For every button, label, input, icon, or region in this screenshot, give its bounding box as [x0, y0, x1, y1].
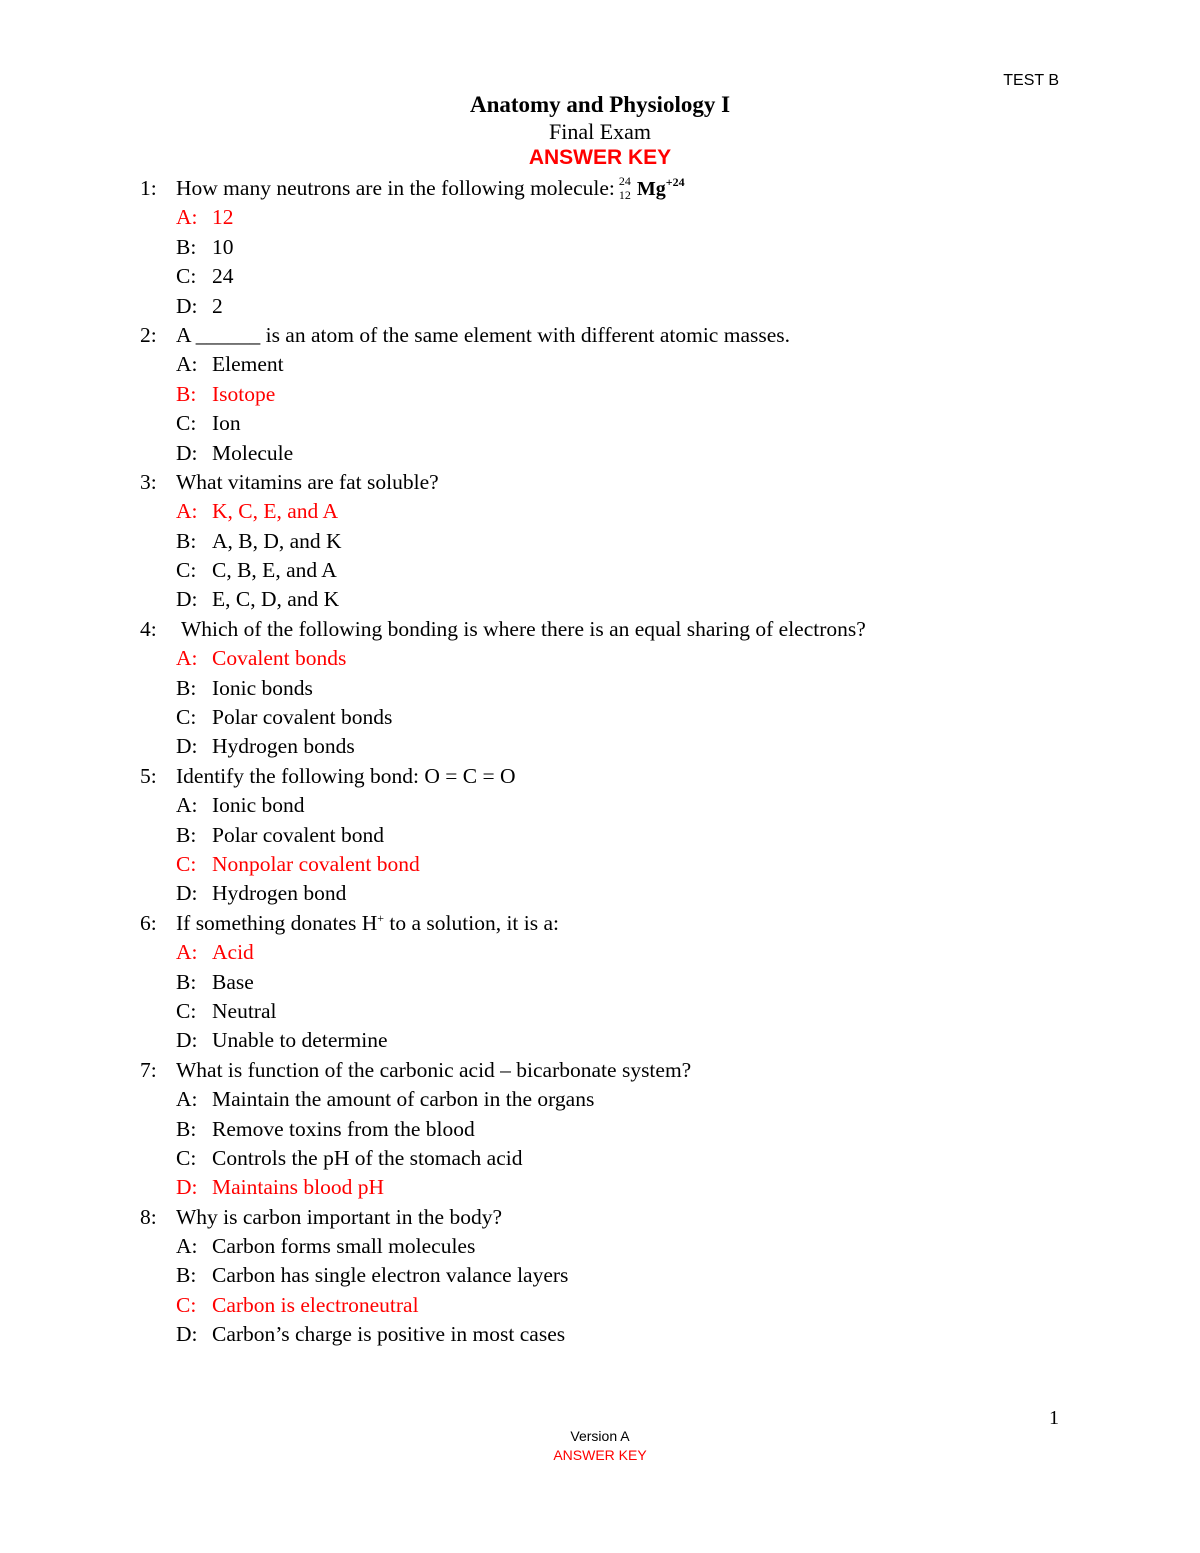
answer-choice	[140, 791, 1080, 820]
answer-choice	[140, 644, 1080, 673]
answer-choice	[140, 203, 1080, 232]
choice-item	[176, 233, 234, 262]
choice-label: B:	[176, 1263, 197, 1288]
correct-answer	[176, 1173, 384, 1202]
choice-item	[176, 821, 384, 850]
choice-label: D:	[176, 1322, 198, 1347]
question-line	[140, 174, 1080, 203]
choice-text: Remove toxins from the blood	[212, 1116, 475, 1141]
question-text	[176, 1203, 502, 1232]
choice-label: B:	[176, 675, 197, 700]
answer-choice	[140, 997, 1080, 1026]
answer-choice	[140, 439, 1080, 468]
choice-label: B:	[176, 822, 197, 847]
choice-label: B:	[176, 234, 197, 259]
correct-answer	[176, 1291, 419, 1320]
answer-choice	[140, 1291, 1080, 1320]
page-subtitle: Final Exam	[548, 119, 652, 144]
question-list	[140, 174, 1080, 1350]
answer-choice	[140, 1261, 1080, 1290]
answer-choice	[140, 233, 1080, 262]
answer-choice	[140, 350, 1080, 379]
choice-label: A:	[176, 352, 198, 377]
page-title: Anatomy and Physiology I	[469, 92, 731, 117]
choice-label: C:	[176, 264, 197, 289]
question-text-end: to a solution, it is a:	[384, 910, 559, 935]
choice-text: Nonpolar covalent bond	[212, 851, 420, 876]
question-number: 6:	[140, 910, 157, 935]
correct-answer	[176, 850, 420, 879]
choice-text: 12	[212, 205, 234, 230]
answer-choice	[140, 938, 1080, 967]
choice-item	[176, 350, 284, 379]
choice-item	[176, 1085, 594, 1114]
choice-label: C:	[176, 411, 197, 436]
correct-answer	[176, 497, 338, 526]
answer-choice	[140, 527, 1080, 556]
answer-choice	[140, 556, 1080, 585]
choice-label: C:	[176, 705, 197, 730]
answer-choice	[140, 497, 1080, 526]
answer-choice	[140, 585, 1080, 614]
choice-text: Acid	[212, 940, 254, 965]
atomic-number: 12	[618, 188, 631, 202]
question-text	[176, 468, 439, 497]
choice-text: Carbon is electroneutral	[212, 1292, 419, 1317]
choice-text: Controls the pH of the stomach acid	[212, 1145, 523, 1170]
choice-item	[176, 674, 313, 703]
question-line	[140, 468, 1080, 497]
choice-text: Carbon’s charge is positive in most cases	[212, 1322, 566, 1347]
question-text-start: If something donates H	[176, 910, 378, 935]
question-number: 7:	[140, 1057, 157, 1082]
choice-item	[176, 968, 254, 997]
choice-item	[176, 262, 234, 291]
choice-label: C:	[176, 1292, 197, 1317]
question-line	[140, 321, 1080, 350]
page-number: 1	[1049, 1407, 1059, 1429]
choice-label: D:	[176, 734, 198, 759]
answer-key-heading: ANSWER KEY	[528, 146, 672, 169]
choice-item	[176, 791, 305, 820]
question-text-body: What vitamins are fat soluble?	[176, 469, 439, 494]
choice-text: Polar covalent bonds	[212, 705, 393, 730]
choice-label: D:	[176, 1028, 198, 1053]
choice-label: A:	[176, 646, 198, 671]
choice-label: C:	[176, 998, 197, 1023]
isotope-notation	[615, 174, 633, 203]
footer-version: Version A	[570, 1428, 630, 1444]
question-text-body: A ______ is an atom of the same element with different atomic masses.	[176, 322, 790, 347]
choice-label: D:	[176, 1175, 198, 1200]
question-text	[176, 615, 866, 644]
choice-item	[176, 409, 241, 438]
answer-choice	[140, 1115, 1080, 1144]
question-number: 4:	[140, 616, 157, 641]
choice-label: A:	[176, 499, 198, 524]
choice-text: Polar covalent bond	[212, 822, 384, 847]
choice-item	[176, 1115, 475, 1144]
test-label: TEST B	[1003, 72, 1059, 89]
choice-item	[176, 732, 355, 761]
choice-text: Neutral	[212, 998, 277, 1023]
choice-label: D:	[176, 881, 198, 906]
answer-choice	[140, 674, 1080, 703]
choice-text: Base	[212, 969, 254, 994]
choice-text: Maintains blood pH	[212, 1175, 384, 1200]
choice-text: K, C, E, and A	[212, 499, 339, 524]
answer-choice	[140, 292, 1080, 321]
choice-item	[176, 292, 223, 321]
choice-item	[176, 997, 276, 1026]
choice-label: B:	[176, 969, 197, 994]
correct-answer	[176, 203, 234, 232]
choice-label: C:	[176, 558, 197, 583]
choice-text: A, B, D, and K	[212, 528, 342, 553]
answer-choice	[140, 1144, 1080, 1173]
question-line	[140, 762, 1080, 791]
choice-label: C:	[176, 851, 197, 876]
ion-charge: +24	[665, 175, 685, 189]
choice-label: B:	[176, 1116, 197, 1141]
choice-text: Carbon forms small molecules	[212, 1234, 476, 1259]
answer-choice	[140, 850, 1080, 879]
choice-text: 24	[212, 264, 234, 289]
choice-item	[176, 439, 293, 468]
choice-label: B:	[176, 381, 197, 406]
choice-label: A:	[176, 940, 198, 965]
question-number: 1:	[140, 176, 157, 200]
question-text	[176, 321, 790, 350]
choice-item	[176, 527, 342, 556]
choice-item	[176, 1144, 523, 1173]
answer-choice	[140, 1232, 1080, 1261]
choice-text: Ionic bonds	[212, 675, 313, 700]
choice-label: D:	[176, 440, 198, 465]
choice-text: 10	[212, 234, 234, 259]
choice-label: B:	[176, 528, 197, 553]
choice-text: Ionic bond	[212, 793, 305, 818]
question-number: 3:	[140, 469, 157, 494]
question-text-body: Why is carbon important in the body?	[176, 1204, 503, 1229]
question-number: 8:	[140, 1204, 157, 1229]
choice-text: Carbon has single electron valance layers	[212, 1263, 569, 1288]
choice-text: C, B, E, and A	[212, 558, 337, 583]
answer-choice	[140, 1173, 1080, 1202]
superscript-charge: +	[377, 910, 385, 925]
answer-choice	[140, 1320, 1080, 1349]
choice-text: Hydrogen bonds	[212, 734, 355, 759]
answer-choice	[140, 968, 1080, 997]
element-symbol: Mg	[636, 178, 666, 200]
answer-choice	[140, 732, 1080, 761]
correct-answer	[176, 380, 275, 409]
choice-text: Unable to determine	[212, 1028, 388, 1053]
question-line	[140, 615, 1080, 644]
choice-text: E, C, D, and K	[212, 587, 340, 612]
question-text	[176, 1056, 691, 1085]
choice-text: Molecule	[212, 440, 294, 465]
choice-text: Isotope	[212, 381, 276, 406]
choice-text: Ion	[212, 411, 241, 436]
choice-item	[176, 1320, 565, 1349]
question-text-body: How many neutrons are in the following molecule:	[176, 176, 615, 200]
question-line	[140, 1056, 1080, 1085]
question-line	[140, 909, 1080, 938]
choice-text: Element	[212, 352, 284, 377]
choice-item	[176, 1261, 568, 1290]
mass-number: 24	[618, 174, 631, 188]
question-text	[176, 762, 516, 791]
choice-item	[176, 879, 346, 908]
answer-choice	[140, 380, 1080, 409]
choice-label: D:	[176, 293, 198, 318]
correct-answer	[176, 644, 346, 673]
choice-text: 2	[212, 293, 223, 318]
question-text	[176, 909, 559, 938]
question-text-body: Which of the following bonding is where there is an equal sharing of electrons?	[176, 616, 866, 641]
choice-text: Maintain the amount of carbon in the organs	[212, 1087, 595, 1112]
choice-text: Covalent bonds	[212, 646, 347, 671]
question-number: 2:	[140, 322, 157, 347]
answer-choice	[140, 821, 1080, 850]
choice-label: A:	[176, 205, 198, 230]
answer-choice	[140, 703, 1080, 732]
question-number: 5:	[140, 763, 157, 788]
question-text	[176, 174, 685, 204]
choice-label: A:	[176, 1234, 198, 1259]
answer-choice	[140, 1085, 1080, 1114]
choice-item	[176, 1026, 388, 1055]
question-text-body: Identify the following bond: O = C = O	[176, 763, 516, 788]
choice-label: A:	[176, 793, 198, 818]
choice-text: Hydrogen bond	[212, 881, 347, 906]
answer-choice	[140, 409, 1080, 438]
choice-item	[176, 703, 392, 732]
choice-label: D:	[176, 587, 198, 612]
correct-answer	[176, 938, 254, 967]
answer-choice	[140, 1026, 1080, 1055]
choice-label: A:	[176, 1087, 198, 1112]
choice-item	[176, 585, 339, 614]
answer-choice	[140, 262, 1080, 291]
choice-item	[176, 1232, 475, 1261]
question-text-body: What is function of the carbonic acid – bicarbonate system?	[176, 1057, 692, 1082]
choice-item	[176, 556, 337, 585]
question-line	[140, 1203, 1080, 1232]
footer-answer-key: ANSWER KEY	[553, 1447, 647, 1463]
choice-label: C:	[176, 1145, 197, 1170]
answer-choice	[140, 879, 1080, 908]
